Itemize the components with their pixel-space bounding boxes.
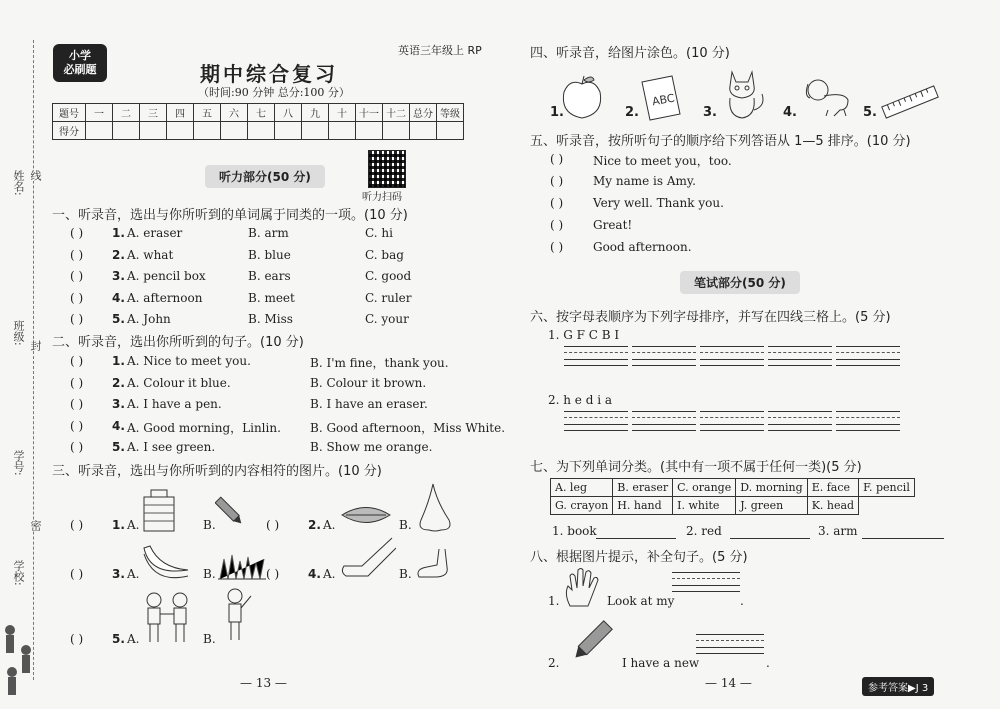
answer-parenthesis[interactable]: ( )	[70, 290, 84, 305]
score-input-cell[interactable]	[275, 122, 302, 140]
q4-heading: 四、听录音，给图片涂色。(10 分)	[530, 46, 730, 61]
hand-icon	[562, 566, 606, 610]
option-a: A. Good morning，Linlin.	[127, 420, 281, 435]
score-input-cell[interactable]	[248, 122, 275, 140]
q5-item	[550, 174, 850, 190]
question-number: 4.	[112, 290, 125, 305]
answer-parenthesis[interactable]: ( )	[550, 196, 564, 210]
seal-label-3: 密	[29, 520, 42, 531]
answer-parenthesis[interactable]: ( )	[550, 218, 564, 232]
answer-parenthesis[interactable]: ( )	[266, 518, 280, 532]
score-header-cell: 七	[248, 104, 275, 122]
score-header-cell: 九	[302, 104, 329, 122]
apple-icon	[560, 74, 604, 120]
option-b: B.	[203, 567, 216, 581]
question-number: 3.	[112, 397, 125, 411]
option-b: B.	[203, 518, 216, 532]
option-c: C. bag	[365, 247, 404, 262]
score-header-cell: 四	[167, 104, 194, 122]
option-a: A. what	[127, 247, 174, 262]
option-a: A. Nice to meet you.	[127, 354, 251, 368]
q3-heading: 三、听录音，选出与你所听到的内容相符的图片。(10 分)	[52, 464, 382, 479]
option-b: B. Miss	[248, 312, 293, 326]
cat-icon	[722, 66, 768, 122]
option-a: A.	[127, 518, 140, 532]
name-label: 姓名:	[12, 170, 25, 196]
word-bank-row-1	[551, 479, 915, 497]
question-number: 4.	[308, 567, 321, 581]
word-bank-row-2	[551, 497, 915, 515]
score-input-cell[interactable]	[410, 122, 437, 140]
four-line-grid[interactable]	[836, 411, 900, 436]
word-bank-cell: K. head	[807, 497, 858, 515]
option-b: B. arm	[248, 226, 289, 240]
logo-line-1: 小学	[69, 49, 91, 62]
four-line-grid[interactable]	[632, 346, 696, 371]
q2-item	[70, 440, 490, 456]
brand-logo	[53, 44, 107, 82]
q8-number-2: 2.	[548, 656, 560, 670]
book-cover-text: ABC	[651, 91, 676, 109]
word-bank-cell: G. crayon	[551, 497, 613, 515]
category-label: 1. book	[552, 524, 597, 538]
score-input-cell[interactable]	[329, 122, 356, 140]
q8-heading: 八、根据图片提示，补全句子。(5 分)	[530, 550, 748, 565]
option-a: A.	[127, 567, 140, 581]
word-bank-cell: E. face	[807, 479, 858, 497]
score-input-cell[interactable]	[86, 122, 113, 140]
option-a: A. pencil box	[127, 269, 206, 283]
answer-parenthesis[interactable]: ( )	[70, 397, 84, 411]
answer-parenthesis[interactable]: ( )	[70, 567, 84, 581]
four-line-grid[interactable]	[768, 346, 832, 371]
score-header-cell: 总分	[410, 104, 437, 122]
score-header-cell: 五	[194, 104, 221, 122]
question-number: 2.	[112, 375, 125, 390]
word-bank-cell: F. pencil	[859, 479, 915, 497]
option-b: B.	[203, 632, 216, 646]
q5-item	[550, 218, 850, 234]
q8-number-1: 1.	[548, 594, 560, 608]
question-number: 5.	[112, 632, 125, 646]
q6-item-2: 2. h e d i a	[548, 393, 613, 407]
q1-item	[70, 291, 490, 307]
pencil-icon	[215, 495, 245, 529]
q5-item	[550, 196, 850, 212]
four-line-grid[interactable]	[768, 411, 832, 436]
grade-label: 英语三年级上 RP	[398, 44, 482, 57]
score-input-cell[interactable]	[113, 122, 140, 140]
logo-line-2: 必刷题	[63, 63, 97, 76]
left-page-number: — 13 —	[240, 676, 287, 690]
q4-number: 2.	[625, 105, 639, 120]
question-number: 4.	[112, 418, 125, 433]
score-header-cell: 二	[113, 104, 140, 122]
four-line-grid[interactable]	[564, 411, 628, 436]
q4-number: 1.	[550, 105, 564, 120]
q1-item	[70, 269, 490, 285]
option-b: B. Colour it brown.	[310, 375, 427, 390]
q1-item	[70, 312, 490, 328]
option-a: A.	[127, 632, 140, 646]
four-line-grid[interactable]	[700, 346, 764, 371]
score-row-label: 得分	[53, 122, 86, 140]
reply-text: Nice to meet you，too.	[593, 154, 732, 168]
time-info: （时间:90 分钟 总分:100 分）	[198, 86, 350, 99]
bag-icon	[140, 487, 178, 533]
right-page-number: — 14 —	[705, 676, 752, 690]
dog-icon	[804, 76, 854, 120]
option-a: A.	[323, 567, 336, 581]
score-input-cell[interactable]	[140, 122, 167, 140]
option-b: B. Good afternoon，Miss White.	[310, 420, 506, 435]
cut-line	[33, 40, 34, 680]
answer-reference-badge[interactable]: 参考答案▶J 3	[862, 677, 934, 696]
word-bank-cell: H. hand	[613, 497, 673, 515]
seal-label-1: 线	[29, 170, 42, 181]
four-line-grid[interactable]	[700, 411, 764, 436]
score-input-cell[interactable]	[356, 122, 383, 140]
option-b: B. meet	[248, 290, 295, 305]
answer-parenthesis[interactable]: ( )	[70, 375, 84, 390]
score-header-cell: 六	[221, 104, 248, 122]
word-bank-cell: D. morning	[736, 479, 807, 497]
score-input-cell[interactable]	[221, 122, 248, 140]
option-c: C. hi	[365, 226, 393, 240]
qr-label: 听力扫码	[362, 192, 402, 203]
category-answer-line[interactable]	[730, 538, 810, 539]
question-number: 5.	[112, 312, 125, 326]
option-b: B. blue	[248, 247, 291, 262]
book-icon	[638, 74, 684, 122]
option-b: B.	[399, 567, 412, 581]
school-label: 学校:	[12, 560, 25, 586]
option-a: A. I have a pen.	[127, 397, 222, 411]
score-header-cell: 十	[329, 104, 356, 122]
score-header-row	[53, 104, 464, 122]
q4-number: 5.	[863, 105, 877, 120]
q8-writing-lines-2[interactable]	[696, 634, 764, 659]
seal-label-2: 封	[29, 340, 42, 351]
answer-parenthesis[interactable]: ( )	[70, 418, 84, 433]
option-b: B. Show me orange.	[310, 440, 433, 454]
four-line-grid[interactable]	[632, 411, 696, 436]
answer-parenthesis[interactable]: ( )	[70, 226, 84, 240]
friends-meeting-icon	[140, 590, 194, 646]
question-number: 1.	[112, 354, 125, 368]
answer-parenthesis[interactable]: ( )	[70, 269, 84, 283]
number-label: 学号:	[12, 450, 25, 476]
question-number: 2.	[112, 247, 125, 262]
question-number: 5.	[112, 440, 125, 454]
option-b: B. I have an eraser.	[310, 397, 428, 411]
answer-parenthesis[interactable]: ( )	[550, 174, 564, 188]
q6-item-1: 1. G F C B I	[548, 328, 620, 342]
answer-parenthesis[interactable]: ( )	[70, 440, 84, 454]
option-b: B.	[399, 518, 412, 532]
decorative-figures-icon	[0, 620, 40, 700]
score-header-cell: 八	[275, 104, 302, 122]
question-number: 2.	[308, 518, 321, 532]
question-number: 3.	[112, 567, 125, 581]
leg-icon	[338, 536, 396, 582]
option-a: A.	[323, 518, 336, 532]
right-page	[500, 0, 1000, 709]
crayon-icon	[566, 616, 616, 668]
reply-text: Very well. Thank you.	[593, 196, 724, 210]
four-line-grid[interactable]	[564, 346, 628, 371]
option-a: A. I see green.	[127, 440, 216, 454]
q4-number: 3.	[703, 105, 717, 120]
option-c: C. good	[365, 269, 412, 283]
score-header-cell: 题号	[53, 104, 86, 122]
option-c: C. ruler	[365, 290, 412, 305]
foot-icon	[415, 547, 467, 581]
page-title: 期中综合复习	[200, 62, 338, 86]
option-b: B. I'm fine，thank you.	[310, 356, 449, 370]
q6-heading: 六、按字母表顺序为下列字母排序，并写在四线三格上。(5 分)	[530, 310, 891, 325]
option-a: A. afternoon	[127, 290, 203, 305]
answer-parenthesis[interactable]: ( )	[70, 518, 84, 532]
q8-sentence-1: Look at my	[607, 594, 675, 608]
nose-icon	[415, 482, 455, 534]
answer-parenthesis[interactable]: ( )	[70, 632, 84, 646]
score-input-cell[interactable]	[437, 122, 464, 140]
q2-item	[70, 354, 490, 370]
answer-parenthesis[interactable]: ( )	[550, 240, 564, 254]
q5-heading: 五、听录音，按所听句子的顺序给下列答语从 1—5 排序。(10 分)	[530, 134, 911, 149]
class-label: 班级:	[12, 320, 25, 346]
answer-parenthesis[interactable]: ( )	[70, 247, 84, 262]
q2-heading: 二、听录音，选出你所听到的句子。(10 分)	[52, 335, 304, 350]
q8-period-2: .	[766, 656, 770, 670]
binding-margin	[0, 0, 42, 709]
word-bank-cell: J. green	[736, 497, 807, 515]
score-header-cell: 十二	[383, 104, 410, 122]
score-table	[52, 103, 464, 140]
score-header-cell: 三	[140, 104, 167, 122]
q2-item	[70, 397, 490, 413]
reply-text: My name is Amy.	[593, 174, 696, 188]
score-header-cell: 等级	[437, 104, 464, 122]
answer-parenthesis[interactable]: ( )	[266, 567, 280, 581]
category-label: 3. arm	[818, 524, 858, 538]
reply-text: Good afternoon.	[593, 240, 692, 254]
q8-period-1: .	[740, 594, 744, 608]
score-input-row	[53, 122, 464, 140]
q1-item	[70, 248, 490, 264]
writing-section-label: 笔试部分(50 分)	[680, 271, 800, 294]
q8-writing-lines-1[interactable]	[672, 572, 740, 597]
ruler-icon	[880, 84, 940, 120]
score-input-cell[interactable]	[302, 122, 329, 140]
score-input-cell[interactable]	[194, 122, 221, 140]
option-c: C. your	[365, 312, 409, 326]
q5-item	[550, 240, 850, 256]
score-input-cell[interactable]	[167, 122, 194, 140]
grass-icon	[218, 553, 266, 581]
option-b: B. ears	[248, 269, 291, 283]
question-number: 1.	[112, 226, 125, 240]
score-header-cell: 十一	[356, 104, 383, 122]
reply-text: Great!	[593, 218, 633, 232]
question-number: 1.	[112, 518, 125, 532]
qr-code-icon[interactable]	[368, 150, 406, 188]
word-bank-cell: I. white	[673, 497, 736, 515]
word-bank-cell: B. eraser	[613, 479, 673, 497]
mouth-icon	[340, 502, 392, 528]
question-number: 3.	[112, 269, 125, 283]
q8-sentence-2: I have a new	[622, 656, 700, 670]
q2-item	[70, 376, 490, 392]
q1-heading: 一、听录音，选出与你所听到的单词属于同类的一项。(10 分)	[52, 208, 408, 223]
option-a: A. John	[127, 312, 171, 326]
word-bank-cell: C. orange	[673, 479, 736, 497]
q7-heading: 七、为下列单词分类。(其中有一项不属于任何一类)(5 分)	[530, 460, 862, 475]
banana-icon	[140, 540, 192, 582]
word-bank-cell: A. leg	[551, 479, 613, 497]
boy-waving-icon	[217, 586, 257, 644]
answer-parenthesis[interactable]: ( )	[70, 312, 84, 326]
category-answer-line[interactable]	[862, 538, 944, 539]
answer-parenthesis[interactable]: ( )	[550, 152, 564, 166]
q4-number: 4.	[783, 105, 797, 120]
q1-item	[70, 226, 490, 242]
answer-parenthesis[interactable]: ( )	[70, 354, 84, 368]
category-answer-line[interactable]	[596, 538, 676, 539]
option-a: A. Colour it blue.	[127, 375, 231, 390]
four-line-grid[interactable]	[836, 346, 900, 371]
q2-item	[70, 418, 506, 435]
category-label: 2. red	[686, 524, 722, 538]
option-a: A. eraser	[127, 226, 183, 240]
listening-section-label: 听力部分(50 分)	[205, 165, 325, 188]
score-header-cell: 一	[86, 104, 113, 122]
score-input-cell[interactable]	[383, 122, 410, 140]
word-bank-table	[550, 478, 915, 515]
q5-item	[550, 152, 850, 168]
